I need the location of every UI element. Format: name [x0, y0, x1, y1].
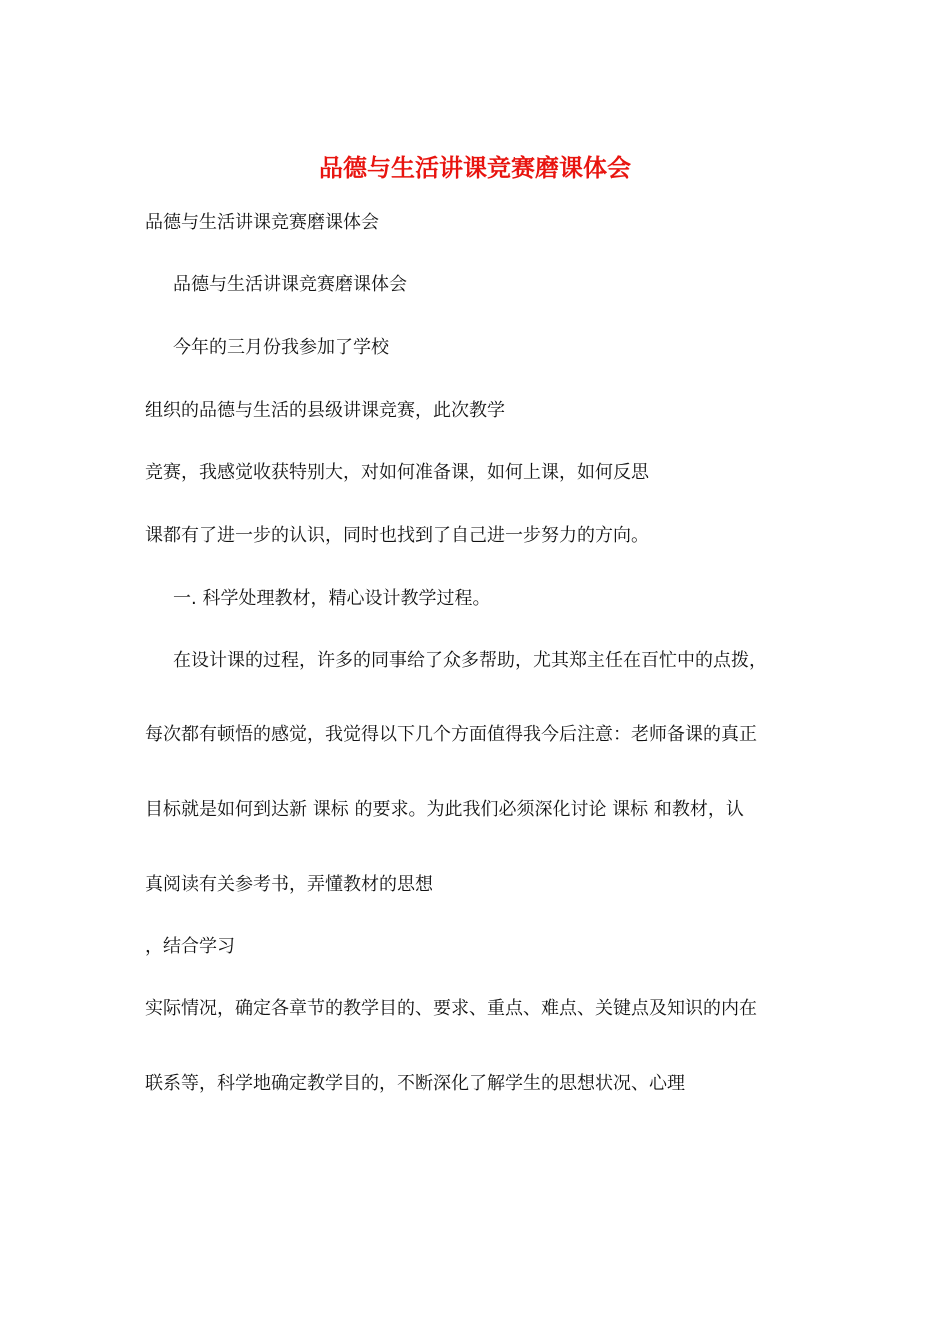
section-heading: 一. 科学处理教材，精心设计教学过程。 — [173, 588, 491, 609]
paragraph-line: 在设计课的过程，许多的同事给了众多帮助，尤其郑主任在百忙中的点拨， — [173, 650, 767, 671]
heading-line: 品德与生活讲课竞赛磨课体会 — [145, 212, 379, 233]
paragraph-line: 目标就是如何到达新 课标 的要求。为此我们必须深化讨论 课标 和教材，认 — [145, 799, 744, 820]
paragraph-line: 今年的三月份我参加了学校 — [173, 337, 389, 358]
paragraph-line: 真阅读有关参考书，弄懂教材的思想 — [145, 874, 433, 895]
paragraph-line: 组织的品德与生活的县级讲课竞赛，此次教学 — [145, 400, 505, 421]
document-title: 品德与生活讲课竞赛磨课体会 — [319, 153, 631, 182]
paragraph-line: 每次都有顿悟的感觉，我觉得以下几个方面值得我今后注意：老师备课的真正 — [145, 724, 757, 745]
paragraph-line: 实际情况，确定各章节的教学目的、要求、重点、难点、关键点及知识的内在 — [145, 998, 757, 1019]
paragraph-line: 联系等，科学地确定教学目的，不断深化了解学生的思想状况、心理 — [145, 1073, 685, 1094]
subheading-line: 品德与生活讲课竞赛磨课体会 — [173, 274, 407, 295]
paragraph-line: 竞赛，我感觉收获特别大，对如何准备课，如何上课，如何反思 — [145, 462, 649, 483]
paragraph-line: 课都有了进一步的认识，同时也找到了自己进一步努力的方向。 — [145, 525, 649, 546]
paragraph-line: ，结合学习 — [145, 936, 235, 957]
